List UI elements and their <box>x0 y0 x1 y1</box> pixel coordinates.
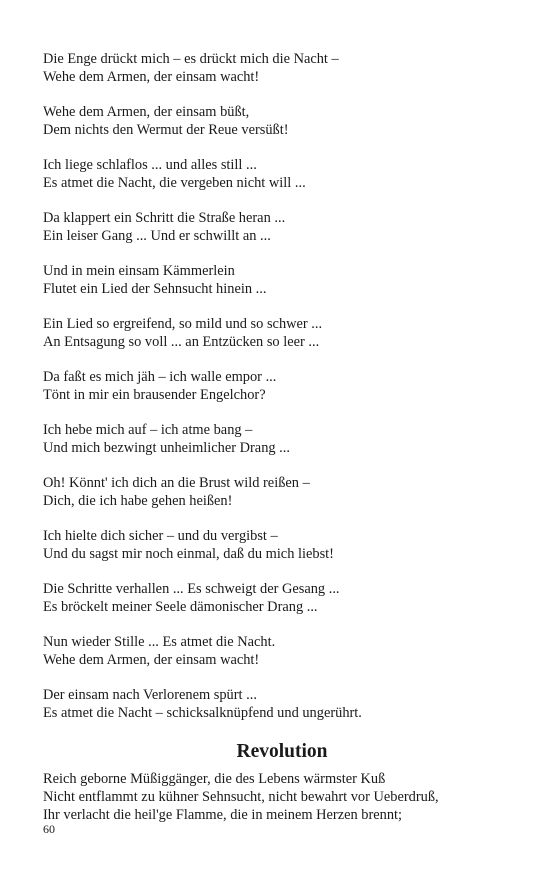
verse-line: Flutet ein Lied der Sehnsucht hinein ... <box>43 281 267 297</box>
stanza <box>43 633 513 669</box>
verse-line: An Entsagung so voll ... an Entzücken so leer ... <box>43 334 320 350</box>
verse-line: Es atmet die Nacht – schicksalknüpfend und ungerührt. <box>43 705 362 721</box>
verse-line: Und in mein einsam Kämmerlein <box>43 263 235 279</box>
page-body <box>43 50 513 824</box>
stanza <box>43 368 513 404</box>
stanza <box>43 474 513 510</box>
stanza <box>43 50 513 86</box>
verse-line: Ich hebe mich auf – ich atme bang – <box>43 422 253 438</box>
verse-line: Und du sagst mir noch einmal, daß du mich liebst! <box>43 546 334 562</box>
stanza <box>43 686 513 722</box>
verse-line: Wehe dem Armen, der einsam wacht! <box>43 652 260 668</box>
stanza <box>43 421 513 457</box>
verse-line: Da faßt es mich jäh – ich walle empor ... <box>43 369 277 385</box>
verse-line: Dem nichts den Wermut der Reue versüßt! <box>43 122 289 138</box>
verse-line: Tönt in mir ein brausender Engelchor? <box>43 387 266 403</box>
verse-line: Ein leiser Gang ... Und er schwillt an ... <box>43 228 271 244</box>
verse-line: Und mich bezwingt unheimlicher Drang ... <box>43 440 290 456</box>
verse-line: Nicht entflammt zu kühner Sehnsucht, nicht bewahrt vor Ueberdruß, <box>43 789 439 805</box>
verse-line: Oh! Könnt' ich dich an die Brust wild reißen – <box>43 475 310 491</box>
verse-line: Der einsam nach Verlorenem spürt ... <box>43 687 257 703</box>
verse-line: Dich, die ich habe gehen heißen! <box>43 493 233 509</box>
verse-line: Ich hielte dich sicher – und du vergibst – <box>43 528 278 544</box>
stanza <box>43 156 513 192</box>
stanza <box>43 209 513 245</box>
verse-line: Es bröckelt meiner Seele dämonischer Drang ... <box>43 599 318 615</box>
verse-line: Ich liege schlaflos ... und alles still ... <box>43 157 257 173</box>
stanza <box>43 315 513 351</box>
verse-line: Wehe dem Armen, der einsam wacht! <box>43 69 260 85</box>
stanza <box>43 580 513 616</box>
verse-line: Die Enge drückt mich – es drückt mich die Nacht – <box>43 51 339 67</box>
poem-title: Revolution <box>236 741 328 762</box>
verse-line: Wehe dem Armen, der einsam büßt, <box>43 104 250 120</box>
poem-one <box>43 50 513 722</box>
stanza <box>43 103 513 139</box>
verse-line: Ein Lied so ergreifend, so mild und so schwer ... <box>43 316 323 332</box>
page-number: 60 <box>43 822 55 836</box>
verse-line: Reich geborne Müßiggänger, die des Lebens wärmster Kuß <box>43 771 386 787</box>
stanza <box>43 262 513 298</box>
poem-two <box>43 770 513 824</box>
stanza <box>43 527 513 563</box>
verse-line: Da klappert ein Schritt die Straße heran ... <box>43 210 286 226</box>
verse-line: Die Schritte verhallen ... Es schweigt der Gesang ... <box>43 581 340 597</box>
verse-line: Ihr verlacht die heil'ge Flamme, die in meinem Herzen brennt; <box>43 807 403 823</box>
verse-line: Nun wieder Stille ... Es atmet die Nacht. <box>43 634 276 650</box>
verse-line: Es atmet die Nacht, die vergeben nicht will ... <box>43 175 306 191</box>
